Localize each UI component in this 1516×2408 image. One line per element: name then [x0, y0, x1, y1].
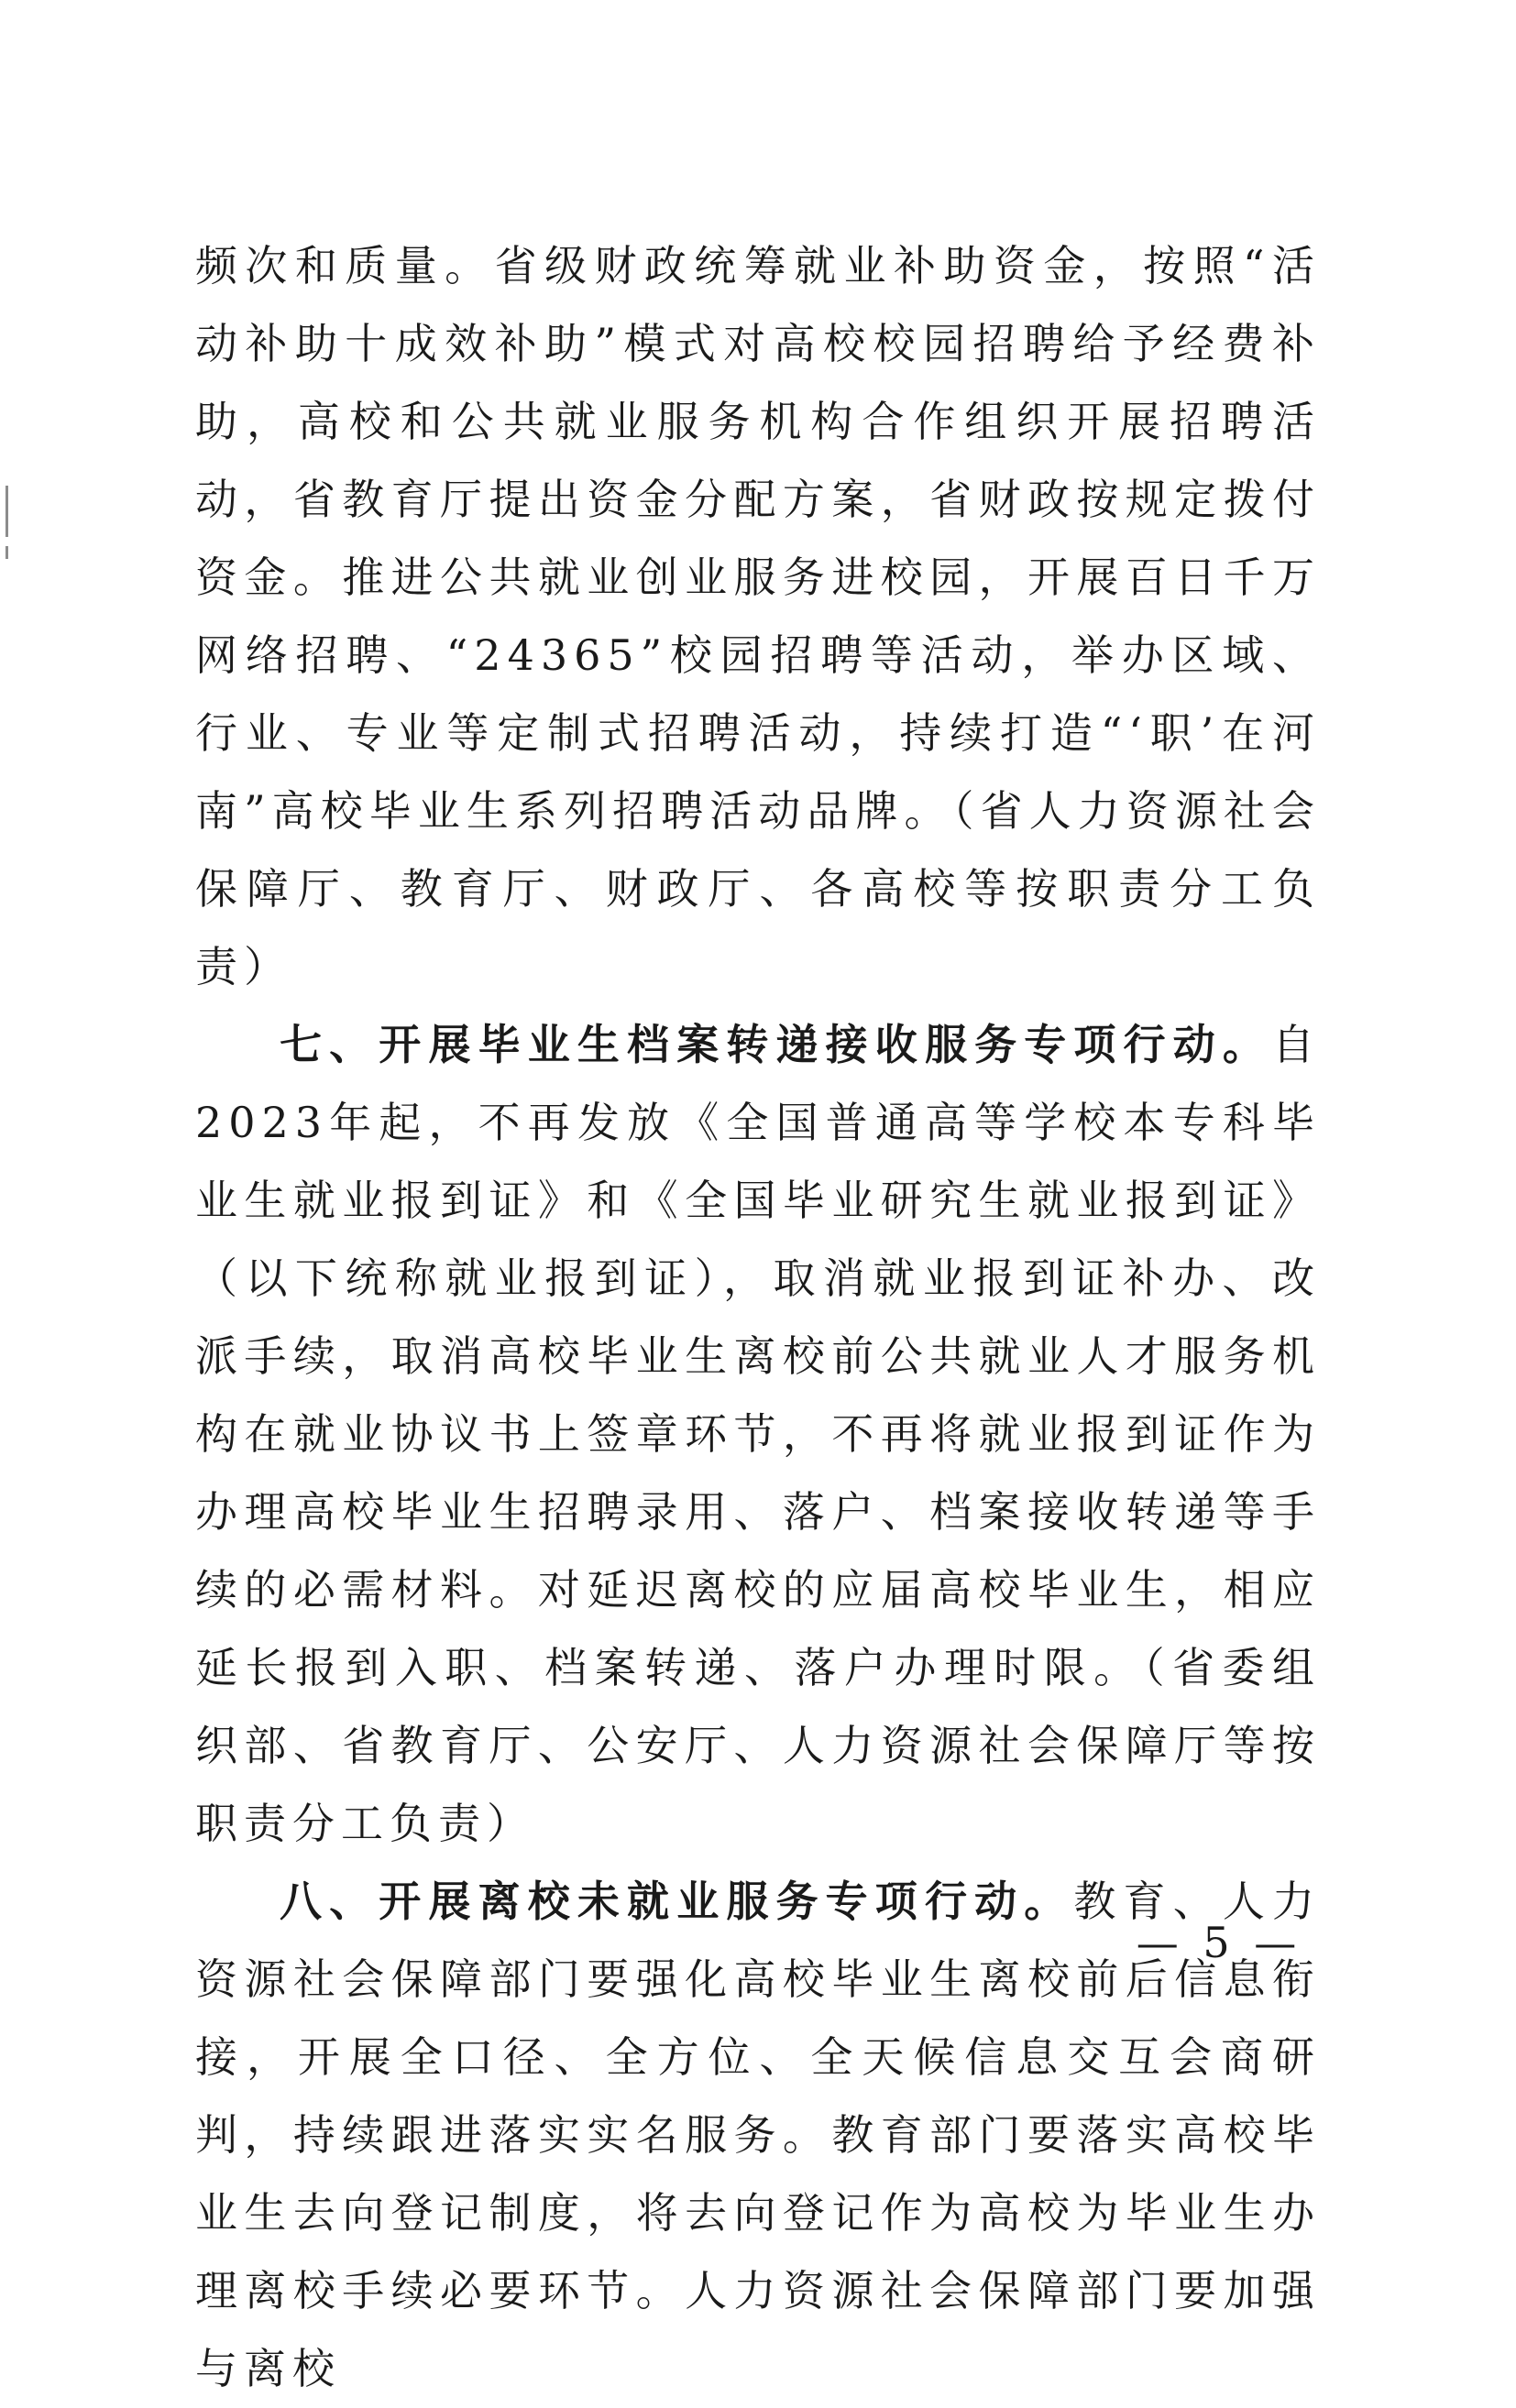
page-number: — 5 — [1136, 1918, 1302, 1967]
paragraph-section-7 [195, 1006, 1321, 1863]
document-body [195, 227, 1321, 2408]
section-8-text: 教育、人力资源社会保障部门要强化高校毕业生离校前后信息衔接，开展全口径、全方位、全天候信息交互会商研判，持续跟进落实实名服务。教育部门要落实高校毕业生去向登记制度，将去向登记作为高校为毕业生办理离校手续必要环节。人力资源社会保障部门要加强与离校 [195, 1877, 1322, 2393]
section-7-heading: 七、开展毕业生档案转递接收服务专项行动。 [280, 1020, 1272, 1069]
scan-edge-mark [5, 486, 8, 537]
paragraph-text: 频次和质量。省级财政统筹就业补助资金，按照“活动补助十成效补助”模式对高校校园招聘给予经费补助，高校和公共就业服务机构合作组织开展招聘活动，省教育厅提出资金分配方案，省财政按规定拨付资金。推进公共就业创业服务进校园，开展百日千万网络招聘、“24365”校园招聘等活动，举办区域、行业、专业等定制式招聘活动，持续打造“‘职’在河南”高校毕业生系列招聘活动品牌。（省人力资源社会保障厅、教育厅、财政厅、各高校等按职责分工负责） [195, 241, 1321, 991]
section-8-heading: 八、开展离校未就业服务专项行动。 [280, 1877, 1074, 1926]
scan-edge-mark [5, 546, 8, 559]
paragraph-continuation [195, 227, 1321, 1006]
section-7-text: 自2023年起，不再发放《全国普通高等学校本专科毕业生就业报到证》和《全国毕业研究生就业报到证》（以下统称就业报到证），取消就业报到证补办、改派手续，取消高校毕业生离校前公共就业人才服务机构在就业协议书上签章环节，不再将就业报到证作为办理高校毕业生招聘录用、落户、档案接收转递等手续的必需材料。对延迟离校的应届高校毕业生，相应延长报到入职、档案转递、落户办理时限。（省委组织部、省教育厅、公安厅、人力资源社会保障厅等按职责分工负责） [195, 1020, 1321, 1848]
